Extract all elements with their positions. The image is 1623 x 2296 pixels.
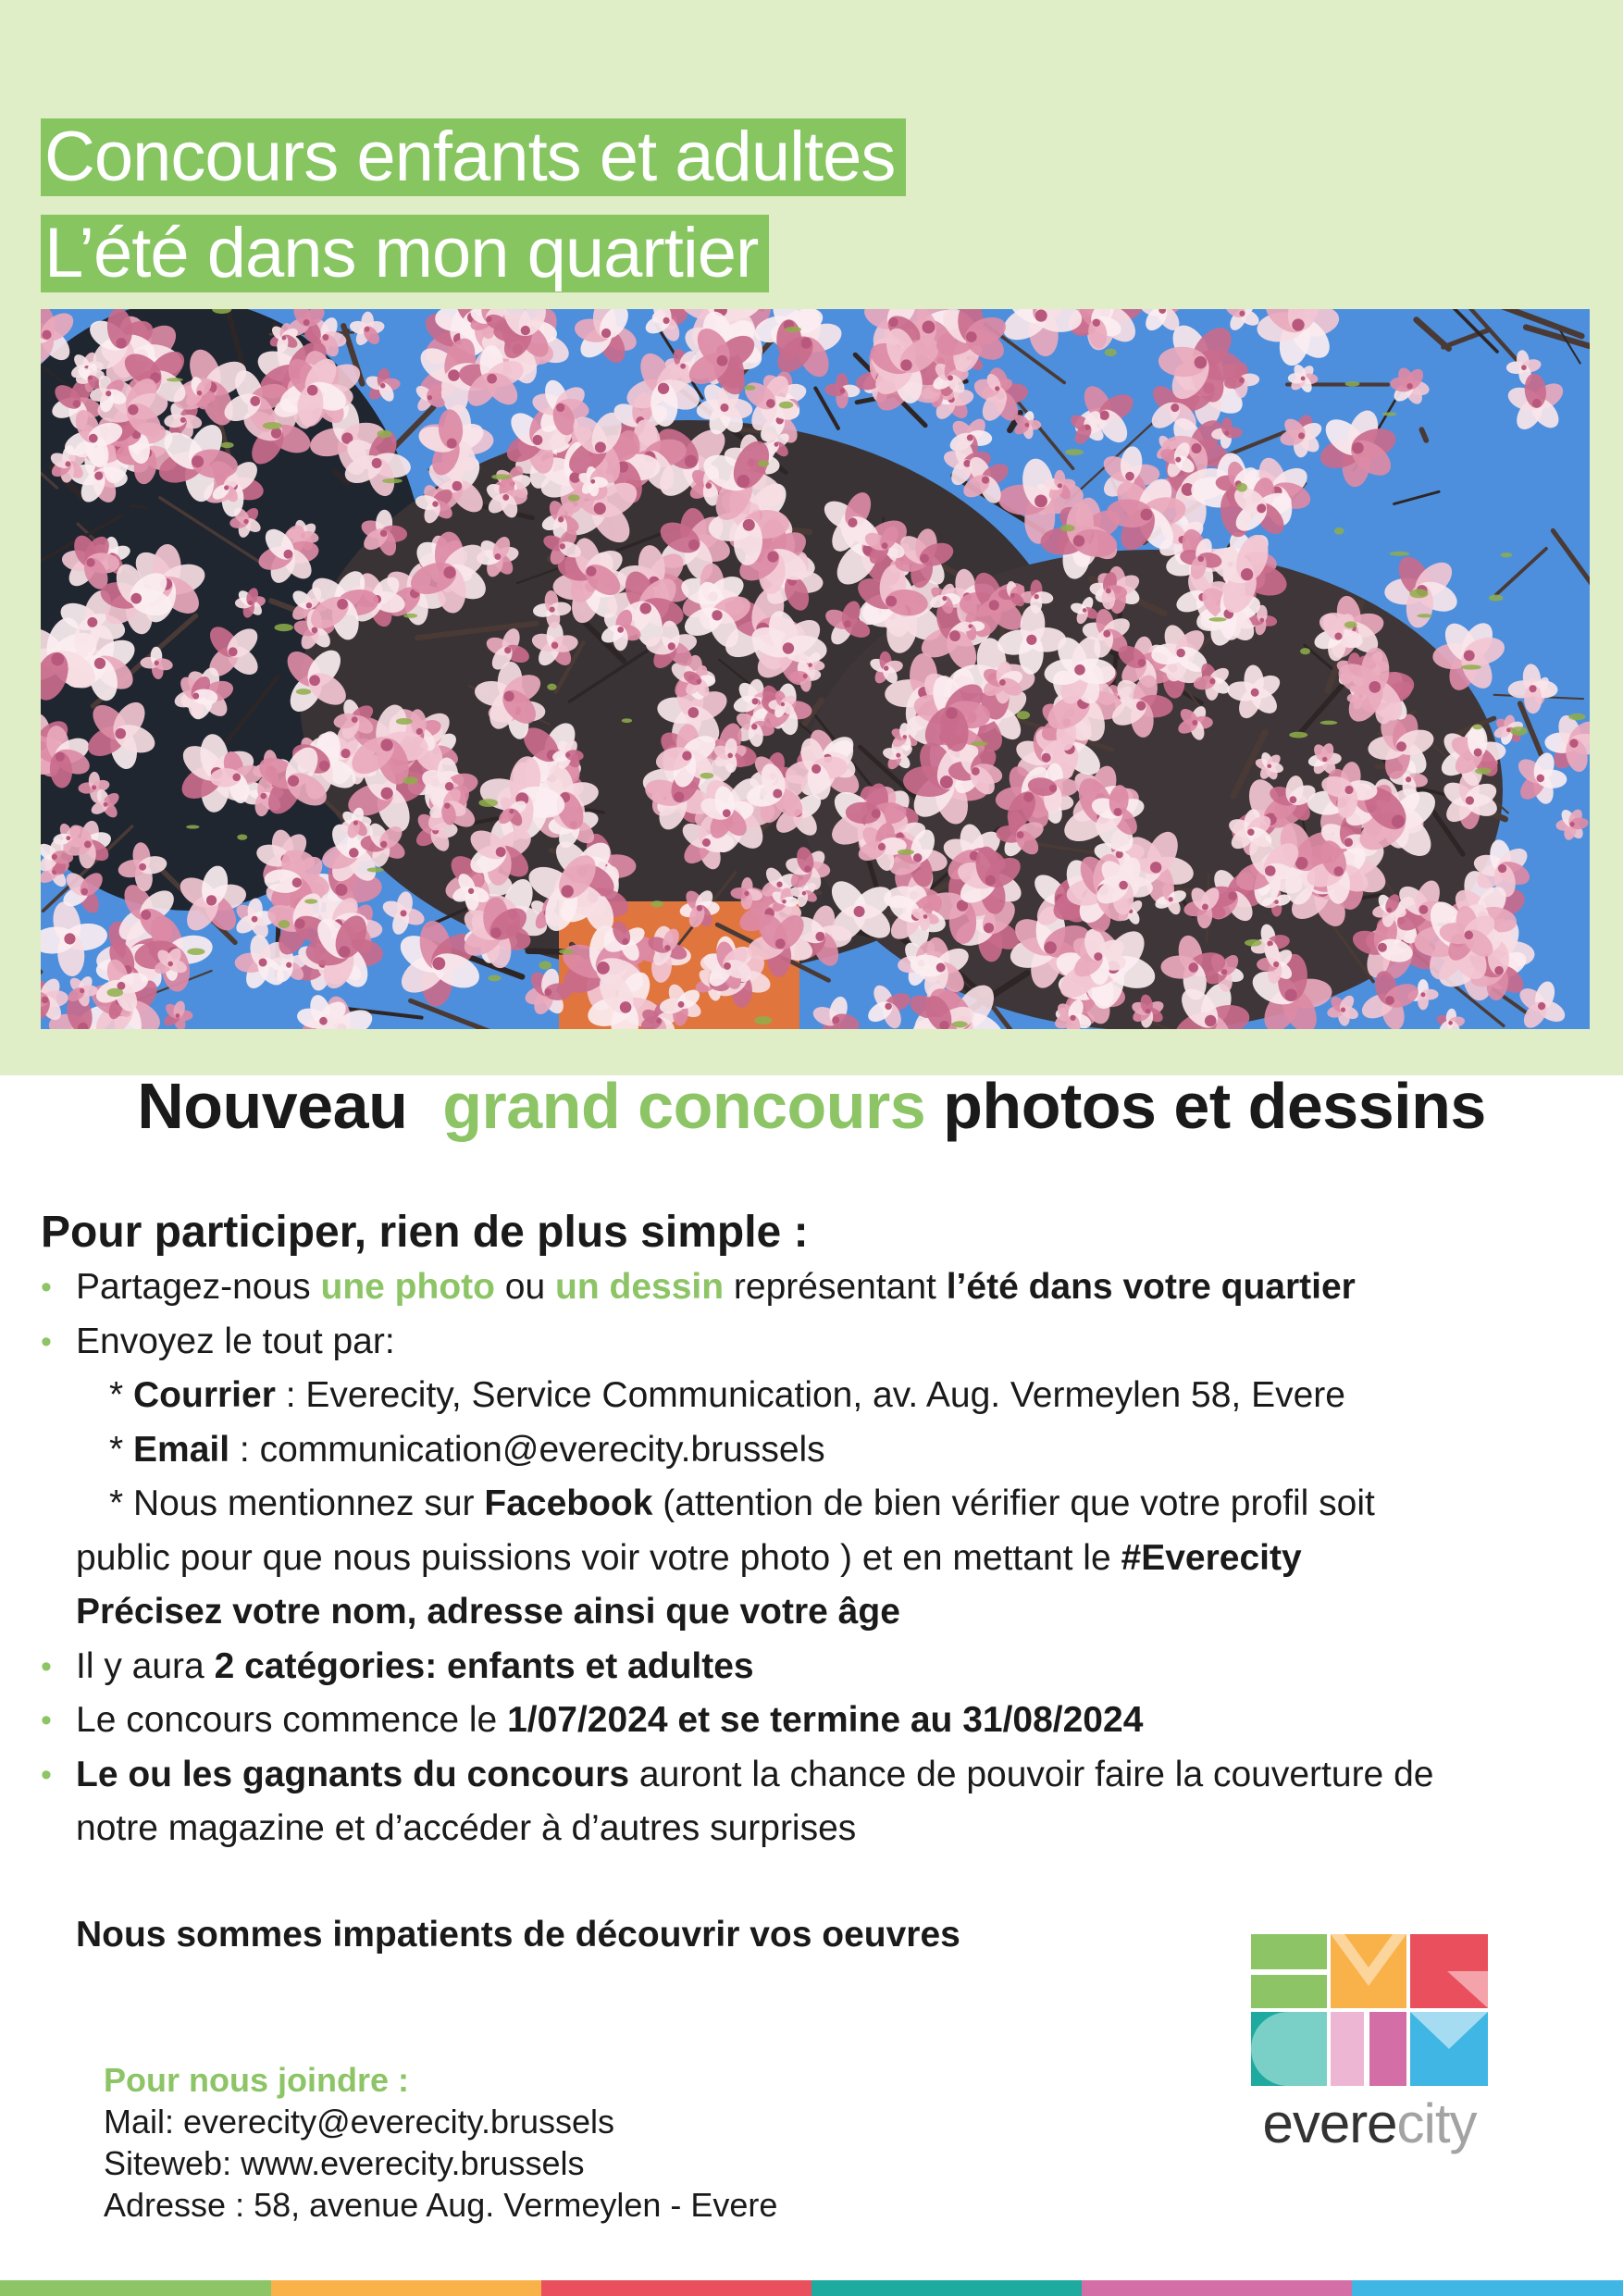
list-item (41, 1315, 1567, 1370)
list-item (41, 1640, 1567, 1694)
sub-item-label: Email (133, 1429, 230, 1470)
sub-item-text: public pour que nous puissions voir votre photo ) et en mettant le (76, 1537, 1121, 1578)
list-item-emphasis: 2 catégories: enfants et adultes (214, 1645, 754, 1686)
headline-part-3: photos et dessins (943, 1070, 1486, 1142)
list-item-text: notre magazine et d’accéder à d’autres surprises (76, 1808, 857, 1848)
sub-item-text: : Everecity, Service Communication, av. Aug. Vermeylen 58, Evere (275, 1375, 1345, 1415)
sub-item-courrier (41, 1369, 1567, 1423)
logo-word-city: city (1396, 2092, 1477, 2154)
everecity-logo-word (1249, 2091, 1490, 2156)
list-item-text: Envoyez le tout par: (76, 1321, 395, 1361)
list-item-accent: une photo (320, 1267, 495, 1307)
list-item-text: représentant (724, 1267, 947, 1307)
list-item-continued (41, 1802, 1567, 1856)
list-item-accent: un dessin (555, 1267, 725, 1307)
bullet-icon: • (41, 1648, 52, 1684)
headline-part-1: Nouveau (137, 1070, 408, 1142)
bullet-icon: • (41, 1703, 52, 1738)
precisez-text: Précisez votre nom, adresse ainsi que votre âge (76, 1592, 900, 1632)
bullet-icon: • (41, 1756, 52, 1793)
bullet-icon: • (41, 1323, 52, 1359)
headline-accent: grand concours (442, 1070, 926, 1142)
closing-message: Nous sommes impatients de découvrir vos oeuvres (76, 1915, 960, 1955)
hashtag: #Everecity (1121, 1537, 1302, 1578)
list-item (41, 1694, 1567, 1748)
magnolia-photo (41, 309, 1590, 1029)
bullet-icon: • (41, 1270, 52, 1305)
logo-word-evere: evere (1262, 2092, 1397, 2154)
list-item-text: auront la chance de pouvoir faire la couverture de (629, 1754, 1434, 1794)
sub-item-marker: * (109, 1375, 134, 1415)
sub-item-text: (attention de bien vérifier que votre profil soit (652, 1483, 1375, 1523)
sub-item-marker: * (109, 1429, 134, 1470)
instructions-list (41, 1260, 1567, 1856)
color-stripe-teal (812, 2280, 1082, 2296)
sub-item-text: * Nous mentionnez sur (109, 1483, 485, 1523)
list-item-text: Partagez-nous (76, 1267, 321, 1307)
contact-site: Siteweb: www.everecity.brussels (104, 2144, 585, 2182)
list-item-text: Le concours commence le (76, 1700, 508, 1740)
poster-title-line-2: L’été dans mon quartier (41, 215, 769, 292)
list-item-emphasis: Le ou les gagnants du concours (76, 1754, 630, 1794)
sub-item-email (41, 1423, 1567, 1478)
instructions-intro: Pour participer, rien de plus simple : (41, 1208, 809, 1257)
list-item-emphasis: l’été dans votre quartier (946, 1267, 1356, 1307)
list-item-text: Il y aura (76, 1645, 215, 1686)
sub-item-text: : communication@everecity.brussels (229, 1429, 825, 1470)
headline (0, 1064, 1623, 1148)
sub-item-label: Facebook (484, 1483, 653, 1523)
list-item-text: ou (494, 1267, 556, 1307)
color-stripe-blue (1352, 2280, 1623, 2296)
color-stripe-pink (1082, 2280, 1352, 2296)
color-stripe-red (541, 2280, 812, 2296)
sub-item-facebook (41, 1477, 1567, 1532)
list-item-emphasis: 1/07/2024 et se termine au 31/08/2024 (507, 1700, 1144, 1740)
color-stripe-orange (271, 2280, 541, 2296)
color-stripe-green (0, 2280, 271, 2296)
list-item (41, 1748, 1567, 1803)
sub-item-label: Courrier (133, 1375, 276, 1415)
precisez-line (41, 1585, 1567, 1640)
list-item (41, 1260, 1567, 1315)
contact-mail: Mail: everecity@everecity.brussels (104, 2103, 615, 2141)
sub-item-facebook-continued (41, 1532, 1567, 1586)
contact-block (104, 2059, 777, 2226)
contact-title: Pour nous joindre : (104, 2061, 409, 2099)
contact-address: Adresse : 58, avenue Aug. Vermeylen - Evere (104, 2186, 778, 2224)
poster-title-line-1: Concours enfants et adultes (41, 118, 906, 196)
